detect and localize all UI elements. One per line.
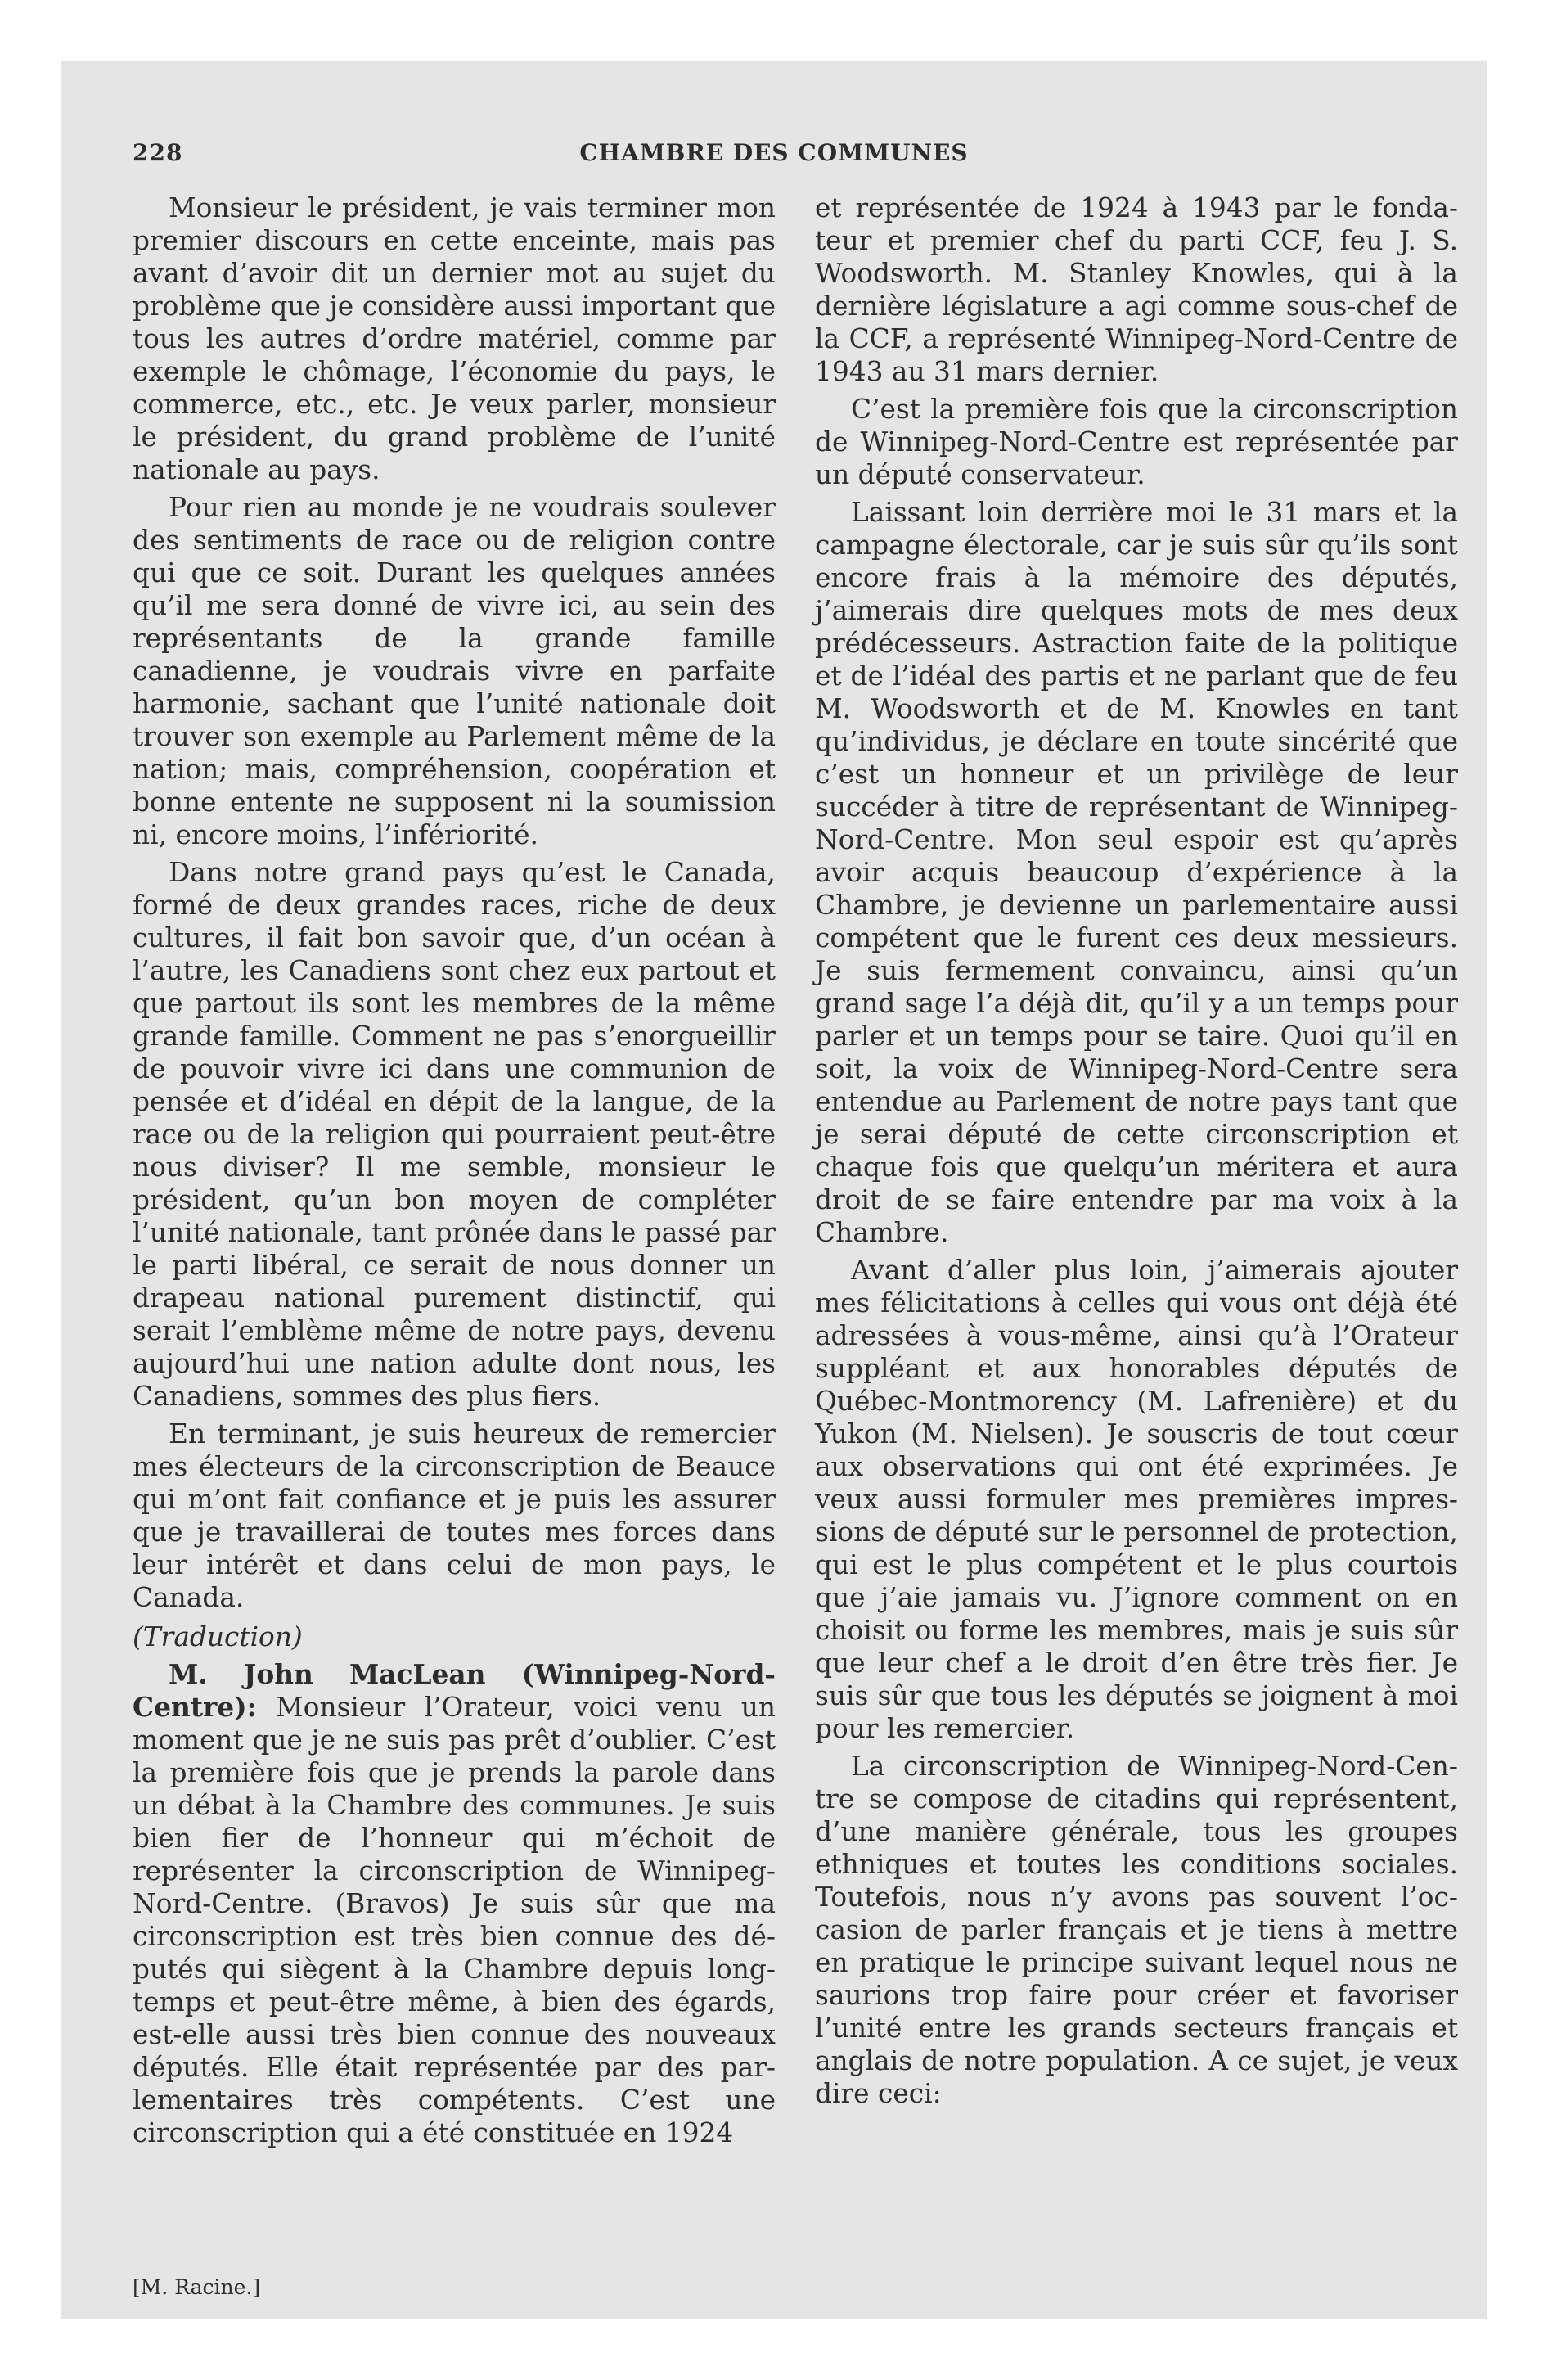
- document-page: [61, 61, 1487, 2319]
- paragraph: Dans notre grand pays qu’est le Canada, formé de deux grandes races, riche de deux cultures, il fait bon savoir que, d’un océan à l’autre, les Canadiens sont chez eux partout et que partout ils sont les membres de la même grande famille. Comment ne pas s’enorgueillir de pouvoir vivre ici dans une communion de pensée et d’idéal en dépit de la langue, de la race ou de la religion qui pourraient peut-être nous diviser? Il me semble, monsieur le président, qu’un bon moyen de compléter l’unité nationale, tant prônée dans le passé par le parti libéral, ce serait de nous donner un drapeau national purement distinctif, qui serait l’emblème même de notre pays, devenu aujourd’hui une nation adulte dont nous, les Canadiens, sommes des plus fiers.: [133, 857, 776, 1412]
- speaker-text: Monsieur l’Orateur, voici venu un moment que je ne suis pas prêt d’oublier. C’est la première fois que je prends la parole dans un débat à la Chambre des communes. Je suis bien fier de l’honneur qui m’échoit de représenter la circonscription de Winnipeg-Nord-Centre. (Bravos) Je suis sûr que ma circonscription est très bien connue des députés qui siègent à la Chambre depuis longtemps et peut-être même, à bien des égards, est-elle aussi très bien connue des nouveaux députés. Elle était représentée par des parlementaires très compétents. C’est une circonscription qui a été constituée en 1924: [133, 1692, 776, 2148]
- paragraph: et représentée de 1924 à 1943 par le fondateur et premier chef du parti CCF, feu J. S. Woodsworth. M. Stanley Knowles, qui à la dernière législature a agi comme sous-chef de la CCF, a représenté Winnipeg-Nord-Centre de 1943 au 31 mars dernier.: [815, 192, 1458, 387]
- translation-note: (Traduction): [133, 1621, 303, 1652]
- speaker-paragraph: [133, 1658, 776, 2149]
- speaker-footnote: [M. Racine.]: [133, 2275, 261, 2299]
- page-number: 228: [133, 139, 183, 166]
- paragraph: Monsieur le président, je vais terminer mon premier discours en cette enceinte, mais pas avant d’avoir dit un dernier mot au sujet du problème que je considère aussi important que tous les autres d’ordre matériel, comme par exemple le chômage, l’économie du pays, le commerce, etc., etc. Je veux parler, monsieur le président, du grand problème de l’unité nationale au pays.: [133, 192, 776, 485]
- paragraph: En terminant, je suis heureux de remercier mes électeurs de la circonscription de Beauce qui m’ont fait confiance et je puis les assurer que je travaillerai de toutes mes forces dans leur intérêt et dans celui de mon pays, le Canada.: [133, 1418, 776, 1613]
- paragraph: Avant d’aller plus loin, j’aimerais ajouter mes félicitations à celles qui vous ont déjà été adressées à vous-même, ainsi qu’à l’Orateur suppléant et aux honorables députés de Québec-Montmorency (M. Lafrenière) et du Yukon (M. Nielsen). Je souscris de tout cœur aux observations qui ont été exprimées. Je veux aussi formuler mes premières impressions de député sur le personnel de protection, qui est le plus compétent et le plus courtois que j’aie jamais vu. J’ignore comment on en choisit ou forme les membres, mais je suis sûr que leur chef a le droit d’en être très fier. Je suis sûr que tous les députés se joignent à moi pour les remercier.: [815, 1255, 1458, 1744]
- paragraph: Pour rien au monde je ne voudrais soulever des sentiments de race ou de religion contre qui que ce soit. Durant les quelques années qu’il me sera donné de vivre ici, au sein des représentants de la grande famille canadienne, je voudrais vivre en parfaite harmonie, sachant que l’unité nationale doit trouver son exemple au Parlement même de la nation; mais, compréhension, coopération et bonne entente ne supposent ni la soumission ni, encore moins, l’infériorité.: [133, 492, 776, 850]
- speaker-name: M. John MacLean (Winnipeg-Nord-Centre):: [133, 1658, 776, 1723]
- paragraph: C’est la première fois que la circonscription de Winnipeg-Nord-Centre est représentée par un député conservateur.: [815, 394, 1458, 490]
- running-head: CHAMBRE DES COMMUNES: [579, 139, 969, 166]
- right-column: [815, 192, 1458, 2115]
- paragraph: Laissant loin derrière moi le 31 mars et la campagne électorale, car je suis sûr qu’ils sont encore frais à la mémoire des députés, j’aimerais dire quelques mots de mes deux prédécesseurs. Astraction faite de la politique et de l’idéal des partis et ne parlant que de feu M. Woodsworth et de M. Knowles en tant qu’individus, je déclare en toute sincérité que c’est un honneur et un privilège de leur succéder à titre de représentant de Winnipeg-Nord-Centre. Mon seul espoir est qu’après avoir acquis beaucoup d’expérience à la Chambre, je devienne un parlementaire aussi compétent que le furent ces deux messieurs. Je suis fermement convaincu, ainsi qu’un grand sage l’a déjà dit, qu’il y a un temps pour parler et un temps pour se taire. Quoi qu’il en soit, la voix de Winnipeg-Nord-Centre sera entendue au Parlement de notre pays tant que je serai député de cette circonscription et chaque fois que quelqu’un méritera et aura droit de se faire entendre par ma voix à la Chambre.: [815, 497, 1458, 1248]
- paragraph: La circonscription de Winnipeg-Nord-Centre se compose de citadins qui représentent, d’une manière générale, tous les groupes ethniques et toutes les conditions sociales. Toutefois, nous n’y avons pas souvent l’occasion de parler français et je tiens à mettre en pratique le principe suivant lequel nous ne saurions trop faire pour créer et favoriser l’unité entre les grands secteurs français et anglais de notre population. A ce sujet, je veux dire ceci:: [815, 1751, 1458, 2109]
- left-column: [133, 192, 776, 2154]
